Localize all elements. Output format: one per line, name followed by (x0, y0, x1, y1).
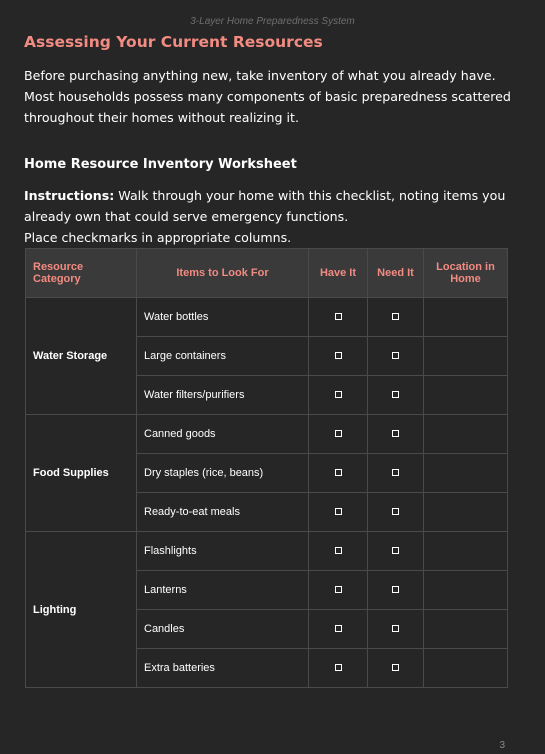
instructions-line-3: Place checkmarks in appropriate columns. (24, 230, 292, 245)
item-cell: Lanterns (137, 571, 309, 610)
have-it-checkbox-icon[interactable] (335, 547, 342, 554)
have-it-cell (309, 415, 368, 454)
category-cell: Water Storage (26, 298, 137, 415)
category-cell: Food Supplies (26, 415, 137, 532)
need-it-cell (368, 493, 424, 532)
need-it-checkbox-icon[interactable] (392, 430, 399, 437)
item-cell: Water filters/purifiers (137, 376, 309, 415)
need-it-cell (368, 376, 424, 415)
need-it-checkbox-icon[interactable] (392, 508, 399, 515)
location-cell[interactable] (424, 415, 508, 454)
have-it-cell (309, 493, 368, 532)
item-cell: Candles (137, 610, 309, 649)
category-cell: Lighting (26, 532, 137, 688)
need-it-checkbox-icon[interactable] (392, 469, 399, 476)
table-row (26, 415, 508, 454)
location-cell[interactable] (424, 493, 508, 532)
table-header-row (26, 249, 508, 298)
have-it-checkbox-icon[interactable] (335, 469, 342, 476)
need-it-checkbox-icon[interactable] (392, 664, 399, 671)
need-it-checkbox-icon[interactable] (392, 547, 399, 554)
worksheet-heading: Home Resource Inventory Worksheet (24, 157, 297, 172)
column-header-have: Have It (309, 249, 368, 298)
have-it-checkbox-icon[interactable] (335, 625, 342, 632)
need-it-cell (368, 298, 424, 337)
have-it-cell (309, 532, 368, 571)
column-header-need: Need It (368, 249, 424, 298)
location-cell[interactable] (424, 532, 508, 571)
instructions-line-2: already own that could serve emergency functions. (24, 209, 349, 224)
item-cell: Extra batteries (137, 649, 309, 688)
inventory-worksheet-table (25, 248, 508, 688)
need-it-checkbox-icon[interactable] (392, 625, 399, 632)
item-cell: Water bottles (137, 298, 309, 337)
location-cell[interactable] (424, 337, 508, 376)
need-it-cell (368, 571, 424, 610)
have-it-cell (309, 571, 368, 610)
need-it-checkbox-icon[interactable] (392, 586, 399, 593)
have-it-checkbox-icon[interactable] (335, 352, 342, 359)
location-cell[interactable] (424, 454, 508, 493)
item-cell: Flashlights (137, 532, 309, 571)
location-cell[interactable] (424, 649, 508, 688)
have-it-checkbox-icon[interactable] (335, 586, 342, 593)
table-body (26, 298, 508, 688)
have-it-checkbox-icon[interactable] (335, 313, 342, 320)
column-header-category: Resource Category (26, 249, 137, 298)
item-cell: Canned goods (137, 415, 309, 454)
intro-paragraph: Before purchasing anything new, take inventory of what you already have. Most households possess many components of basic preparedness scattered throughout their homes without realizing it. (24, 68, 511, 125)
need-it-cell (368, 649, 424, 688)
item-cell: Dry staples (rice, beans) (137, 454, 309, 493)
location-cell[interactable] (424, 298, 508, 337)
table-row (26, 298, 508, 337)
column-header-items: Items to Look For (137, 249, 309, 298)
location-cell[interactable] (424, 376, 508, 415)
need-it-checkbox-icon[interactable] (392, 313, 399, 320)
location-cell[interactable] (424, 610, 508, 649)
need-it-cell (368, 610, 424, 649)
table-row (26, 532, 508, 571)
have-it-checkbox-icon[interactable] (335, 508, 342, 515)
instructions-line-1 (24, 185, 529, 206)
need-it-cell (368, 337, 424, 376)
instructions-lead: Instructions: (24, 188, 115, 203)
have-it-checkbox-icon[interactable] (335, 430, 342, 437)
page-number: 3 (499, 740, 505, 751)
need-it-cell (368, 415, 424, 454)
need-it-cell (368, 454, 424, 493)
need-it-checkbox-icon[interactable] (392, 352, 399, 359)
need-it-cell (368, 532, 424, 571)
have-it-cell (309, 337, 368, 376)
column-header-location: Location in Home (424, 249, 508, 298)
location-cell[interactable] (424, 571, 508, 610)
have-it-checkbox-icon[interactable] (335, 391, 342, 398)
section-heading: Assessing Your Current Resources (24, 33, 323, 51)
instructions-paragraph (24, 185, 529, 248)
have-it-cell (309, 298, 368, 337)
have-it-cell (309, 649, 368, 688)
instructions-line-1-text: Walk through your home with this checklist, noting items you (114, 188, 506, 203)
have-it-cell (309, 610, 368, 649)
have-it-checkbox-icon[interactable] (335, 664, 342, 671)
item-cell: Ready-to-eat meals (137, 493, 309, 532)
running-header: 3-Layer Home Preparedness System (190, 16, 355, 27)
have-it-cell (309, 454, 368, 493)
have-it-cell (309, 376, 368, 415)
item-cell: Large containers (137, 337, 309, 376)
need-it-checkbox-icon[interactable] (392, 391, 399, 398)
